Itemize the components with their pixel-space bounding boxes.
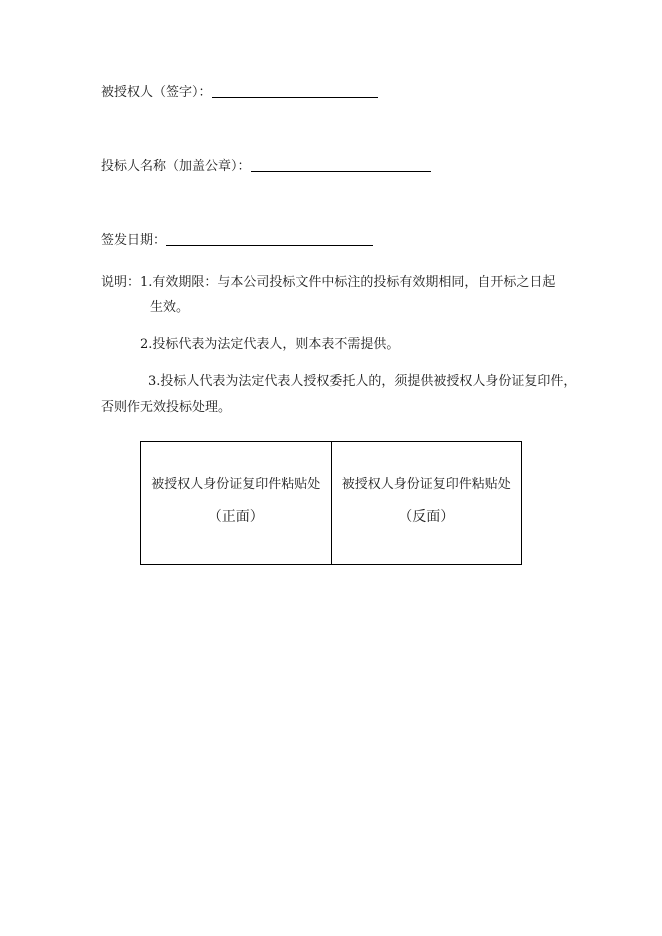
signature-blank-line (212, 83, 378, 98)
issue-date-blank-line (166, 231, 373, 246)
note-1: 说明：1.有效期限：与本公司投标文件中标注的投标有效期相同，自开标之日起 (101, 275, 556, 290)
bidder-name-blank-line (251, 157, 431, 172)
id-front-cell (141, 442, 331, 564)
id-front-label: （正面） (207, 509, 264, 525)
authorized-person-label: 被授权人（签字）： (101, 85, 212, 100)
note-3-line-1: 3.投标人代表为法定代表人授权委托人的，须提供被授权人身份证复印件， (148, 374, 577, 389)
note-1-continuation: 生效。 (150, 300, 190, 315)
id-copy-paste-table (140, 441, 522, 565)
note-3-line-2: 否则作无效投标处理。 (101, 400, 232, 415)
issue-date-field (101, 229, 373, 248)
bidder-name-label: 投标人名称（加盖公章）： (101, 159, 251, 174)
id-back-title: 被授权人身份证复印件粘贴处 (341, 477, 511, 492)
note-2: 2.投标代表为法定代表人，则本表不需提供。 (140, 337, 400, 352)
id-back-cell (331, 442, 522, 564)
bidder-name-field (101, 155, 431, 174)
authorized-person-field (101, 81, 378, 100)
id-back-label: （反面） (398, 509, 455, 525)
issue-date-label: 签发日期： (101, 233, 167, 248)
id-front-title: 被授权人身份证复印件粘贴处 (151, 477, 321, 492)
